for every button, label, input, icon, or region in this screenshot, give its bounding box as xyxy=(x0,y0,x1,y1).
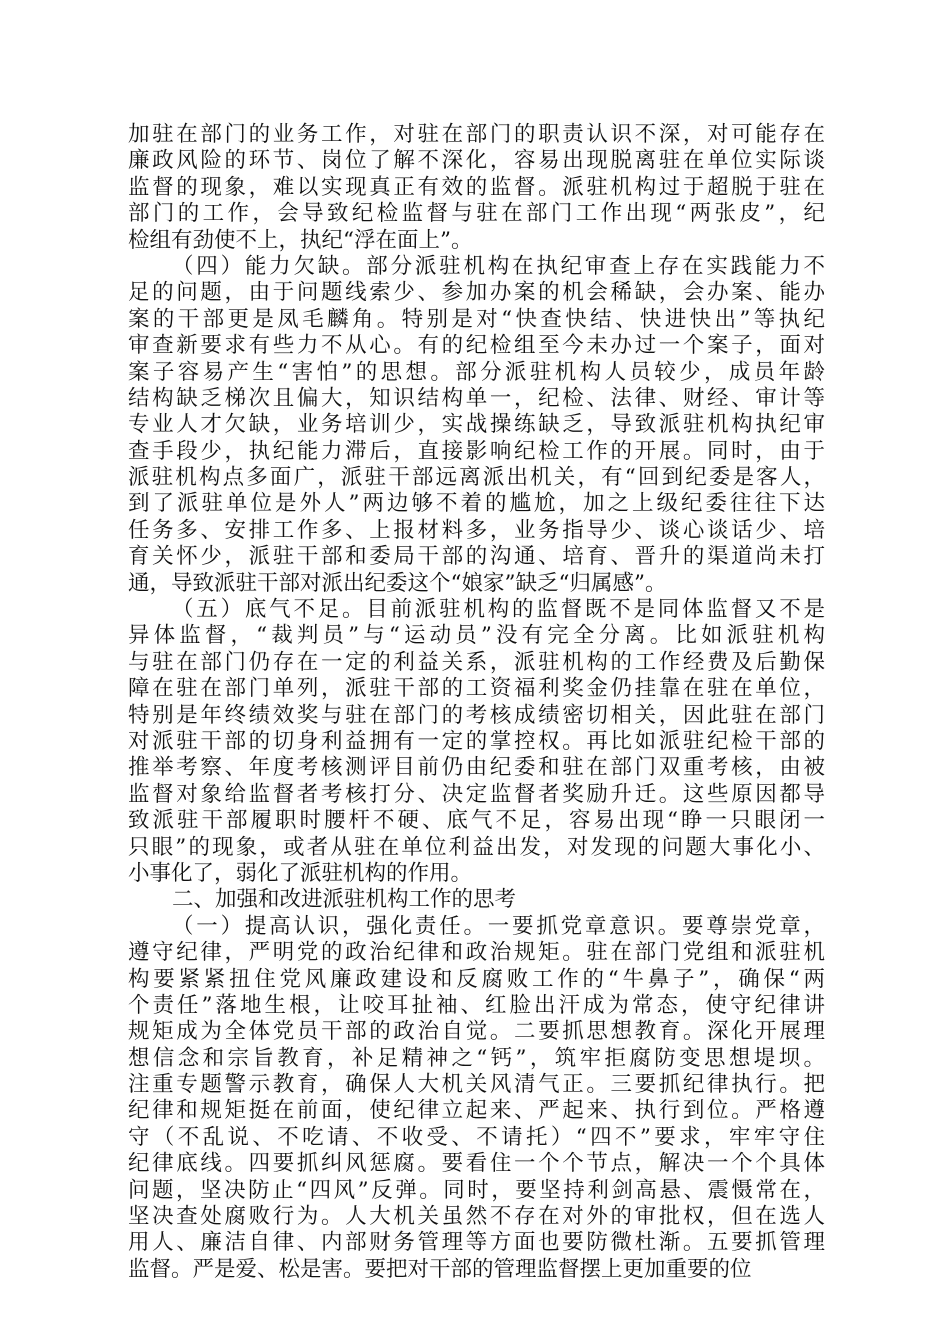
text-line: 用人、廉洁自律、内部财务管理等方面也要防微杜渐。五要抓管理 xyxy=(128,1230,825,1256)
text-line: 足的问题，由于问题线索少、参加办案的机会稀缺，会办案、能办 xyxy=(128,280,825,306)
text-line: 审查新要求有些力不从心。有的纪检组至今未办过一个案子，面对 xyxy=(128,333,825,359)
text-line: 育关怀少，派驻干部和委局干部的沟通、培育、晋升的渠道尚未打 xyxy=(128,544,825,570)
text-line: 遵守纪律，严明党的政治纪律和政治规矩。驻在部门党组和派驻机 xyxy=(128,940,825,966)
text-line: 监督的现象，难以实现真正有效的监督。派驻机构过于超脱于驻在 xyxy=(128,174,825,200)
text-line: 专业人才欠缺，业务培训少，实战操练缺乏，导致派驻机构执纪审 xyxy=(128,412,825,438)
text-line: 注重专题警示教育，确保人大机关风清气正。三要抓纪律执行。把 xyxy=(128,1072,825,1098)
text-line: 加驻在部门的业务工作，对驻在部门的职责认识不深，对可能存在 xyxy=(128,122,825,147)
text-line: 障在驻在部门单列，派驻干部的工资福利奖金仍挂靠在驻在单位， xyxy=(128,676,825,702)
text-line: 致派驻干部履职时腰杆不硬、底气不足，容易出现“睁一只眼闭一 xyxy=(128,808,825,834)
text-line: 守（不乱说、不吃请、不收受、不请托）“四不”要求，牢牢守住 xyxy=(128,1124,825,1150)
text-line: 部门的工作，会导致纪检监督与驻在部门工作出现“两张皮”，纪 xyxy=(128,201,825,227)
text-line: 案子容易产生“害怕”的思想。部分派驻机构人员较少，成员年龄 xyxy=(128,359,825,385)
text-line: 廉政风险的环节、岗位了解不深化，容易出现脱离驻在单位实际谈 xyxy=(128,148,825,174)
text-line: （五）底气不足。目前派驻机构的监督既不是同体监督又不是 xyxy=(172,597,825,623)
text-line: 纪律和规矩挺在前面，使纪律立起来、严起来、执行到位。严格遵 xyxy=(128,1098,825,1124)
text-line: 坚决查处腐败行为。人大机关虽然不存在对外的审批权，但在选人 xyxy=(128,1204,825,1230)
text-line: 案的干部更是凤毛麟角。特别是对“快查快结、快进快出”等执纪 xyxy=(128,306,825,332)
text-line: 纪律底线。四要抓纠风惩腐。要看住一个个节点，解决一个个具体 xyxy=(128,1151,825,1177)
text-line: 通，导致派驻干部对派出纪委这个“娘家”缺乏“归属感”。 xyxy=(128,570,667,596)
text-line: 结构缺乏梯次且偏大，知识结构单一，纪检、法律、财经、审计等 xyxy=(128,385,825,411)
text-line: 派驻机构点多面广，派驻干部远离派出机关，有“回到纪委是客人， xyxy=(128,465,825,491)
text-line: 监督对象给监督者考核打分、决定监督者奖励升迁。这些原因都导 xyxy=(128,781,825,807)
text-line: 任务多、安排工作多、上报材料多，业务指导少、谈心谈话少、培 xyxy=(128,517,825,543)
text-line: （一）提高认识，强化责任。一要抓党章意识。要尊崇党章， xyxy=(172,913,825,939)
text-line: 只眼”的现象，或者从驻在单位利益出发，对发现的问题大事化小、 xyxy=(128,834,825,860)
text-line: 小事化了，弱化了派驻机构的作用。 xyxy=(128,860,473,886)
text-line: 对派驻干部的切身利益拥有一定的掌控权。再比如派驻纪检干部的 xyxy=(128,728,825,754)
text-line: 监督。严是爱、松是害。要把对干部的管理监督摆上更加重要的位 xyxy=(128,1256,752,1282)
text-line: 构要紧紧扭住党风廉政建设和反腐败工作的“牛鼻子”，确保“两 xyxy=(128,966,825,992)
text-line: 推举考察、年度考核测评目前仍由纪委和驻在部门双重考核，由被 xyxy=(128,755,825,781)
text-line: 到了派驻单位是外人”两边够不着的尴尬，加之上级纪委往往下达 xyxy=(128,491,825,517)
text-line: 异体监督，“裁判员”与“运动员”没有完全分离。比如派驻机构 xyxy=(128,623,825,649)
text-line: 问题，坚决防止“四风”反弹。同时，要坚持利剑高悬、震慑常在， xyxy=(128,1177,825,1203)
text-line: 规矩成为全体党员干部的政治自觉。二要抓思想教育。深化开展理 xyxy=(128,1019,825,1045)
section-heading: 二、加强和改进派驻机构工作的思考 xyxy=(172,887,517,913)
text-line: 与驻在部门仍存在一定的利益关系，派驻机构的工作经费及后勤保 xyxy=(128,649,825,675)
text-line: 查手段少，执纪能力滞后，直接影响纪检工作的开展。同时，由于 xyxy=(128,438,825,464)
text-line: 检组有劲使不上，执纪“浮在面上”。 xyxy=(128,227,473,253)
text-line: 个责任”落地生根，让咬耳扯袖、红脸出汗成为常态，使守纪律讲 xyxy=(128,992,825,1018)
text-line: （四）能力欠缺。部分派驻机构在执纪审查上存在实践能力不 xyxy=(172,253,825,279)
text-line: 特别是年终绩效奖与驻在部门的考核成绩密切相关，因此驻在部门 xyxy=(128,702,825,728)
text-line: 想信念和宗旨教育，补足精神之“钙”，筑牢拒腐防变思想堤坝。 xyxy=(128,1045,825,1071)
